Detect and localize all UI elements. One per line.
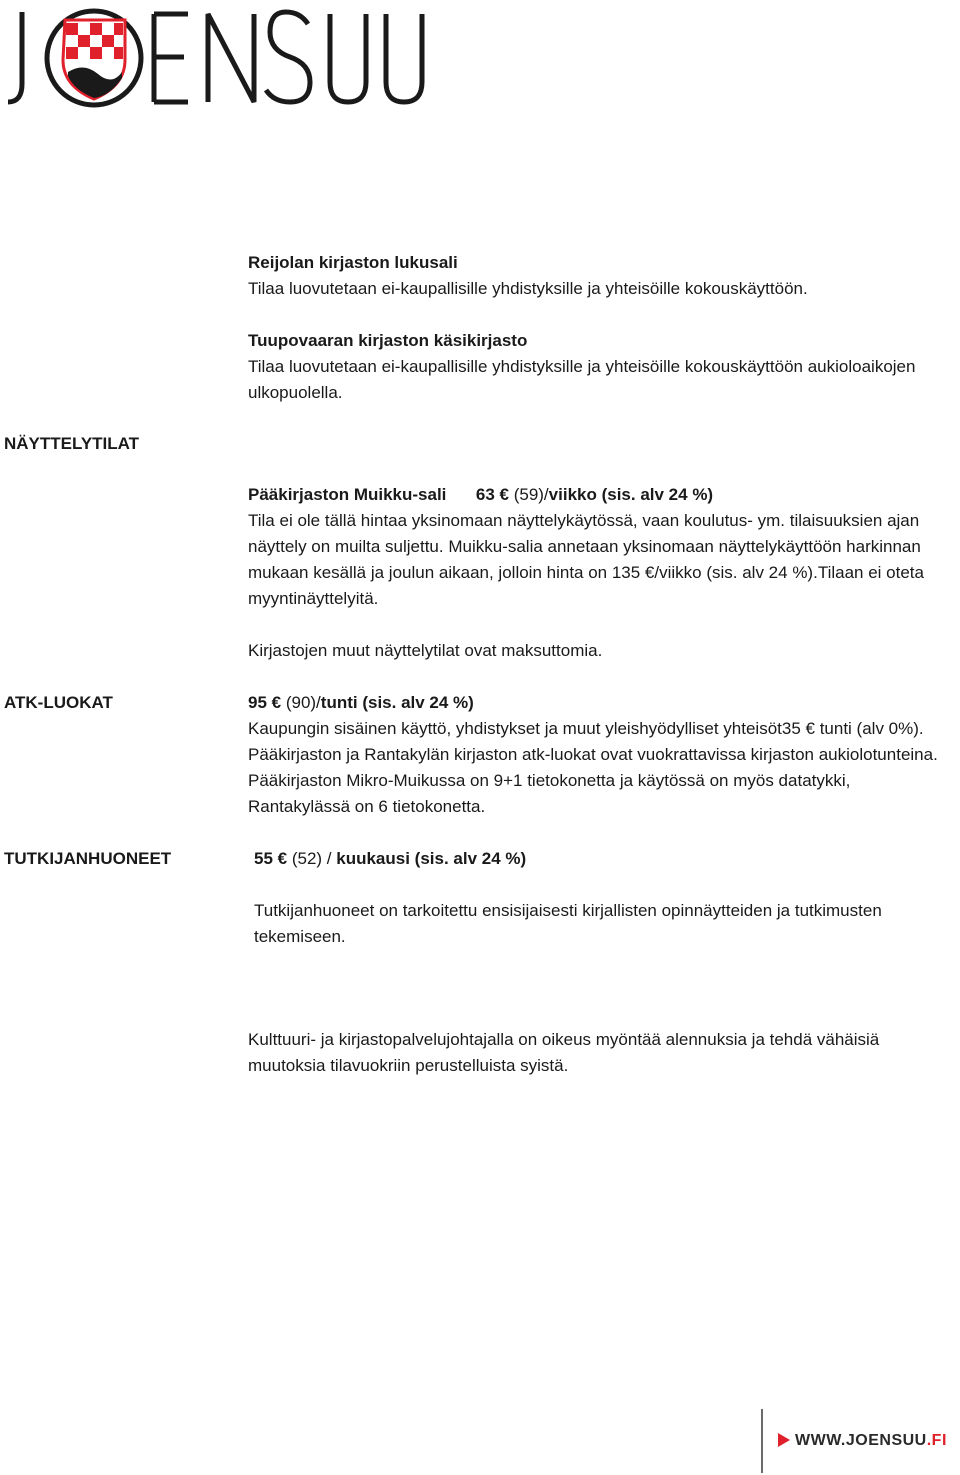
footer — [761, 1409, 960, 1473]
section-nayttelytilat — [248, 482, 954, 664]
muikku-description: Tila ei ole tällä hintaa yksinomaan näyttelykäytössä, vaan koulutus- ym. tilaisuuksien ajan näyttely on muilta suljettu. Muikku-salia annetaan yksinomaan näyttelykäyttöön harkinnan mukaan kesällä ja joulun aikaan, jolloin hinta on 135 €/viikko (sis. alv 24 %).Tilaan ei oteta myyntinäyttelyitä. — [248, 511, 924, 608]
footer-divider — [761, 1409, 763, 1473]
atk-description: Kaupungin sisäinen käyttö, yhdistykset ja muut yleishyödylliset yhteisöt35 € tunti (alv 0%). Pääkirjaston ja Rantakylän kirjaston atk-luokat ovat vuokrattavissa kirjaston aukiolotunteina. Pääkirjaston Mikro-Muikussa on 9+1 tietokonetta ja käytössä on myös datatykki, Rantakylässä on 6 tietokonetta. — [248, 719, 938, 816]
section-reijola — [248, 250, 954, 302]
section-atk — [248, 690, 954, 820]
section-tuupovaara — [248, 328, 954, 406]
arrow-right-icon — [778, 1433, 790, 1447]
closing-note: Kulttuuri- ja kirjastopalvelujohtajalla on oikeus myöntää alennuksia ja tehdä vähäisiä muutoksia tilavuokriin perustelluista syistä. — [248, 1030, 880, 1075]
muikku-price-value: 63 € — [475, 485, 509, 504]
website-link[interactable] — [795, 1428, 947, 1454]
joensuu-logo — [2, 2, 432, 112]
nayttelytilat-heading: NÄYTTELYTILAT — [4, 434, 140, 453]
tutkijanhuoneet-price-line — [254, 846, 954, 872]
reijola-text: Tilaa luovutetaan ei-kaupallisille yhdistyksille ja yhteisöille kokouskäyttöön. — [248, 279, 808, 298]
tutkijan-price-value: 55 € — [254, 849, 288, 868]
tutkijan-price-base: (52) / — [291, 849, 332, 868]
nayttelytilat-note: Kirjastojen muut näyttelytilat ovat maksuttomia. — [248, 641, 603, 660]
muikku-price-base: (59)/ — [513, 485, 549, 504]
atk-price-value: 95 € — [248, 693, 282, 712]
atk-heading: ATK-LUOKAT — [4, 693, 113, 712]
tutkijanhuoneet-description: Tutkijanhuoneet on tarkoitettu ensisijaisesti kirjallisten opinnäytteiden ja tutkimusten tekemiseen. — [254, 901, 882, 946]
joensuu-logo-mark — [2, 2, 432, 112]
atk-price-line — [248, 690, 954, 716]
coat-of-arms-icon — [63, 20, 125, 99]
url-prefix: WWW. — [795, 1432, 846, 1449]
tutkijan-price-unit: kuukausi (sis. alv 24 %) — [336, 849, 527, 868]
tuupovaara-text: Tilaa luovutetaan ei-kaupallisille yhdistyksille ja yhteisöille kokouskäyttöön aukioloaikojen ulkopuolella. — [248, 357, 916, 402]
tuupovaara-title: Tuupovaaran kirjaston käsikirjasto — [248, 331, 528, 350]
muikku-price-line — [248, 482, 954, 508]
muikku-price-unit: viikko (sis. alv 24 %) — [548, 485, 714, 504]
atk-price-base: (90)/ — [285, 693, 321, 712]
url-brand: JOENSUU — [845, 1432, 927, 1449]
atk-price-unit: tunti (sis. alv 24 %) — [320, 693, 474, 712]
tutkijanhuoneet-heading: TUTKIJANHUONEET — [4, 849, 172, 868]
url-suffix: .FI — [926, 1432, 947, 1449]
reijola-title: Reijolan kirjaston lukusali — [248, 253, 458, 272]
muikku-title: Pääkirjaston Muikku-sali — [248, 485, 447, 504]
